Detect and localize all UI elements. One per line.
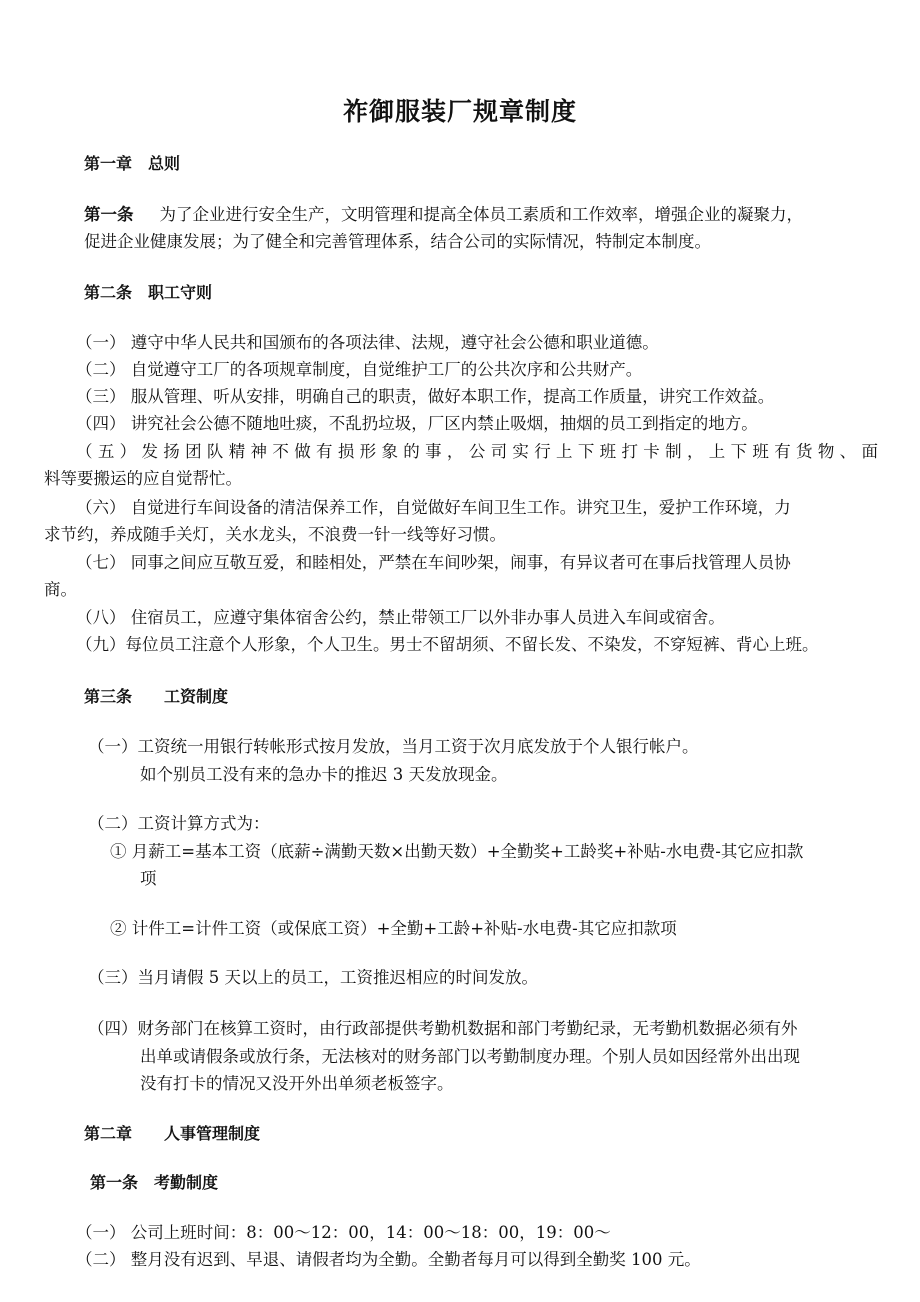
rule-7-line-2: 商。: [44, 580, 77, 599]
article-1-line-2: 促进企业健康发展；为了健全和完善管理体系，结合公司的实际情况，特制定本制度。: [84, 232, 711, 251]
wage-2: （二）工资计算方式为：: [88, 814, 270, 833]
formula-1-line-2: 项: [140, 869, 157, 888]
article-3-heading: 第三条 工资制度: [84, 687, 229, 706]
chapter-1-heading: 第一章 总则: [84, 154, 181, 173]
article-2-heading: 第二条 职工守则: [84, 283, 213, 302]
wage-3: （三）当月请假 5 天以上的员工，工资推迟相应的时间发放。: [88, 968, 538, 987]
rule-7-line-1: （七） 同事之间应互敬互爱，和睦相处，严禁在车间吵架，闹事，有异议者可在事后找管理人员协: [76, 553, 791, 572]
document-title: 祚御服装厂规章制度: [342, 97, 577, 126]
article-1-line-1: [84, 203, 880, 227]
chapter-2-article-1-heading: 第一条 考勤制度: [90, 1173, 219, 1192]
formula-2: ② 计件工=计件工资（或保底工资）+全勤+工龄+补贴-水电费-其它应扣款项: [110, 919, 677, 938]
rule-6-line-2: 求节约，养成随手关灯，关水龙头，不浪费一针一线等好习惯。: [44, 525, 506, 544]
attendance-2: （二） 整月没有迟到、早退、请假者均为全勤。全勤者每月可以得到全勤奖 100 元。: [76, 1250, 701, 1269]
wage-4-line-1: （四）财务部门在核算工资时，由行政部提供考勤机数据和部门考勤纪录，无考勤机数据必须有外: [88, 1019, 798, 1038]
rule-4: （四） 讲究社会公德不随地吐痰，不乱扔垃圾，厂区内禁止吸烟，抽烟的员工到指定的地方。: [76, 414, 758, 433]
wage-4-line-3: 没有打卡的情况又没开外出单须老板签字。: [140, 1074, 454, 1093]
article-1-label: 第一条: [84, 205, 134, 224]
rule-5-line-1: （五）发扬团队精神不做有损形象的事，公司实行上下班打卡制，上下班有货物、面: [76, 442, 878, 461]
rule-1: （一） 遵守中华人民共和国颁布的各项法律、法规，遵守社会公德和职业道德。: [76, 333, 659, 352]
wage-4-line-2: 出单或请假条或放行条，无法核对的财务部门以考勤制度办理。个别人员如因经常外出出现: [140, 1047, 800, 1066]
formula-1-line-1: ① 月薪工=基本工资（底薪÷满勤天数×出勤天数）+全勤奖+工龄奖+补贴-水电费-其它应扣款: [110, 842, 804, 861]
rule-8: （八） 住宿员工，应遵守集体宿舍公约，禁止带领工厂以外非办事人员进入车间或宿舍。: [76, 608, 725, 627]
attendance-1: （一） 公司上班时间：8：00～12：00，14：00～18：00，19：00～: [76, 1223, 611, 1242]
chapter-2-heading: 第二章 人事管理制度: [84, 1124, 261, 1143]
rule-6-line-1: （六） 自觉进行车间设备的清洁保养工作，自觉做好车间卫生工作。讲究卫生，爱护工作环境，力: [76, 498, 791, 517]
rule-3: （三） 服从管理、听从安排，明确自己的职责，做好本职工作，提高工作质量，讲究工作效益。: [76, 387, 775, 406]
rule-9: （九）每位员工注意个人形象，个人卫生。男士不留胡须、不留长发、不染发，不穿短裤、背心上班。: [76, 635, 819, 654]
rule-2: （二） 自觉遵守工厂的各项规章制度，自觉维护工厂的公共次序和公共财产。: [76, 360, 643, 379]
wage-1-line-2: 如个别员工没有来的急办卡的推迟 3 天发放现金。: [140, 765, 508, 784]
rule-5-line-2: 料等要搬运的应自觉帮忙。: [44, 469, 242, 488]
article-1-text: 为了企业进行安全生产，文明管理和提高全体员工素质和工作效率，增强企业的凝聚力，: [159, 205, 803, 224]
wage-1-line-1: （一）工资统一用银行转帐形式按月发放，当月工资于次月底发放于个人银行帐户。: [88, 737, 699, 756]
